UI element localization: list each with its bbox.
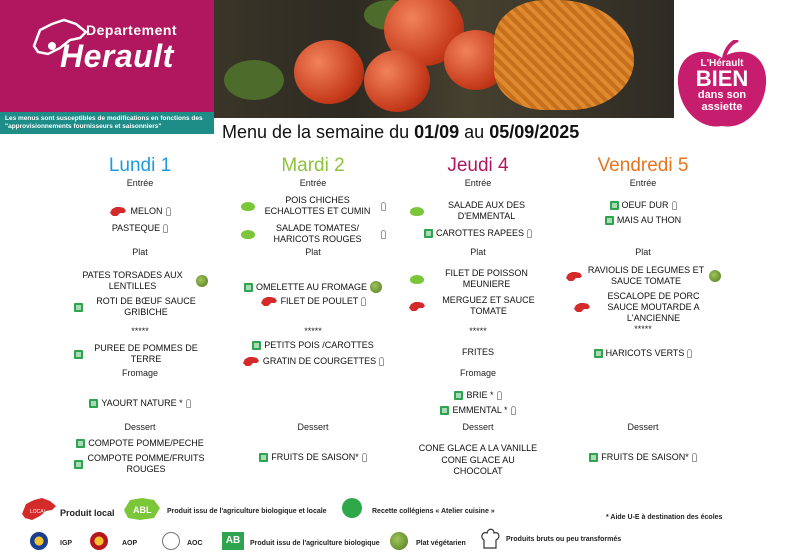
ab-logo-icon — [89, 399, 98, 408]
local-map-icon — [20, 496, 58, 524]
day-title: Lundi 1 — [108, 155, 172, 176]
dish-item — [558, 348, 728, 359]
section-label-entree: Entrée — [464, 178, 492, 188]
dish-item — [558, 452, 728, 463]
chef-hat-icon — [511, 406, 516, 415]
legend-igp: IGP — [60, 540, 73, 547]
modification-notice: Les menus sont susceptibles de modifications en fonctions des "approvisionnements fournisseurs et saisonniers" — [0, 112, 214, 134]
chef-hat-icon — [480, 528, 500, 550]
chef-hat-icon — [692, 453, 697, 462]
local-map-icon — [242, 356, 260, 367]
local-map-icon — [408, 301, 426, 312]
section-label-sep: ***** — [131, 326, 149, 336]
dish-name: POIS CHICHES ECHALOTTES ET CUMIN — [264, 195, 371, 216]
section-label-plat: Plat — [470, 247, 486, 257]
dish-name: YAOURT NATURE * — [101, 398, 183, 409]
dish-item — [393, 390, 563, 401]
chef-hat-icon — [379, 357, 384, 366]
dish-item — [558, 265, 728, 287]
section-label-dessert: Dessert — [462, 422, 494, 432]
vegetarian-icon — [390, 532, 408, 550]
dish-item — [55, 206, 225, 217]
apple-line4: assiette — [701, 101, 743, 113]
ab-logo-icon — [76, 439, 85, 448]
section-label-fromage: Fromage — [121, 368, 158, 378]
dish-item — [55, 223, 225, 234]
dish-name: SALADE TOMATES/ HARICOTS ROUGES — [273, 223, 362, 244]
dish-name: FILET DE POULET — [280, 296, 359, 307]
vegetarian-icon — [709, 270, 721, 282]
section-label-sep: ***** — [304, 326, 322, 336]
dish-name: MAIS AU THON — [616, 215, 682, 226]
section-label-sep: ***** — [469, 326, 487, 336]
section-label-plat: Plat — [635, 247, 651, 257]
ab-logo-icon: AB — [222, 532, 244, 550]
dish-name: ESCALOPE DE PORC SAUCE MOUTARDE A L'ANCIENNE — [607, 291, 700, 323]
dish-item — [393, 405, 563, 416]
ab-logo-icon — [74, 350, 83, 359]
dish-item — [228, 356, 398, 367]
legend-ab: Produit issu de l'agriculture biologique — [250, 540, 380, 547]
brand-name: Herault — [60, 38, 174, 74]
legend-atelier: Recette collégiens « Atelier cuisine » — [372, 508, 495, 515]
dish-name: RAVIOLIS DE LEGUMES ET SAUCE TOMATE — [587, 265, 705, 286]
chef-hat-icon — [381, 202, 386, 211]
dish-item — [228, 223, 398, 245]
ab-logo-icon — [454, 391, 463, 400]
day-title: Jeudi 4 — [447, 155, 509, 176]
day-title: Vendredi 5 — [597, 155, 689, 176]
chef-hat-icon — [166, 207, 171, 216]
section-label-entree: Entrée — [299, 178, 327, 188]
abl-icon — [410, 207, 424, 216]
ab-logo-icon — [610, 201, 619, 210]
ab-logo-icon — [244, 283, 253, 292]
chef-hat-icon — [497, 391, 502, 400]
section-label-plat: Plat — [132, 247, 148, 257]
abl-icon — [241, 230, 255, 239]
local-map-icon — [573, 302, 591, 313]
dish-name: PUREE DE POMMES DE TERRE — [94, 343, 198, 364]
dish-item — [228, 296, 398, 307]
day-column — [228, 0, 398, 480]
legend-veg: Plat végétarien — [416, 540, 466, 547]
dish-name: CONE GLACE AU CHOCOLAT — [441, 455, 515, 476]
week-from: 01/09 — [414, 122, 460, 142]
chef-hat-icon — [361, 297, 366, 306]
day-column — [55, 0, 225, 480]
dish-name: CONE GLACE A LA VANILLE — [418, 443, 538, 454]
dish-name: ROTI DE BŒUF SAUCE GRIBICHE — [96, 296, 196, 317]
chef-hat-icon — [527, 229, 532, 238]
chef-hat-icon — [163, 224, 168, 233]
dish-item — [393, 347, 563, 358]
section-label-fromage: Fromage — [459, 368, 496, 378]
dish-name: OEUF DUR — [621, 200, 669, 211]
dish-name: FRITES — [461, 347, 494, 358]
dish-item — [55, 343, 225, 365]
local-seal-text: LOCAL — [30, 509, 47, 515]
dish-name: PETITS POIS /CAROTTES — [264, 340, 374, 351]
dish-name: HARICOTS VERTS — [605, 348, 685, 359]
dish-item — [55, 453, 225, 475]
dish-name: PASTEQUE — [111, 223, 161, 234]
section-label-dessert: Dessert — [297, 422, 329, 432]
dish-name: CAROTTES RAPEES — [435, 228, 525, 239]
igp-seal-icon — [30, 532, 48, 550]
dish-name: GRATIN DE COURGETTES — [262, 356, 377, 367]
apple-line1: L'Hérault — [700, 58, 744, 69]
section-label-dessert: Dessert — [627, 422, 659, 432]
day-column — [393, 0, 563, 480]
apple-line2: BIEN — [695, 66, 749, 91]
apple-line3: dans son — [697, 89, 747, 101]
dish-item — [558, 200, 728, 211]
ab-logo-icon — [74, 303, 83, 312]
dish-name: BRIE * — [466, 390, 494, 401]
dish-name: FRUITS DE SAISON* — [271, 452, 359, 463]
dish-name: MERGUEZ ET SAUCE TOMATE — [442, 295, 535, 316]
aop-seal-icon — [90, 532, 108, 550]
day-column — [558, 0, 728, 480]
dish-item — [393, 295, 563, 317]
legend-aop: AOP — [122, 540, 138, 547]
ab-logo-icon — [259, 453, 268, 462]
dish-name: FILET DE POISSON MEUNIERE — [445, 268, 528, 289]
section-label-plat: Plat — [305, 247, 321, 257]
legend-local: Produit local — [60, 508, 115, 518]
legend — [0, 488, 788, 553]
atelier-cuisine-icon — [342, 498, 362, 518]
chef-hat-icon — [381, 230, 386, 239]
section-label-entree: Entrée — [629, 178, 657, 188]
dish-name: PATES TORSADES AUX LENTILLES — [82, 270, 183, 291]
dish-item — [393, 443, 563, 454]
dish-item — [558, 291, 728, 324]
dish-name: FRUITS DE SAISON* — [601, 452, 689, 463]
legend-raw: Produits bruts ou peu transformés — [506, 536, 622, 543]
dish-item — [558, 215, 728, 226]
legend-abl: Produit issu de l'agriculture biologique et locale — [167, 508, 327, 515]
section-label-dessert: Dessert — [124, 422, 156, 432]
dish-item — [55, 438, 225, 449]
dish-name: COMPOTE POMME/PECHE — [88, 438, 204, 449]
section-label-sep: ***** — [634, 324, 652, 334]
vegetarian-icon — [370, 281, 382, 293]
local-map-icon — [565, 271, 583, 282]
dish-item — [393, 268, 563, 290]
dish-item — [228, 195, 398, 217]
local-map-icon — [260, 296, 278, 307]
dish-name: EMMENTAL * — [452, 405, 508, 416]
week-to: 05/09/2025 — [489, 122, 580, 142]
ab-logo-icon — [424, 229, 433, 238]
dish-item — [55, 270, 225, 292]
abl-icon — [122, 496, 162, 522]
dish-item — [228, 340, 398, 351]
dish-item — [393, 455, 563, 477]
week-prefix: Menu de la semaine du — [222, 122, 415, 142]
local-map-icon — [109, 206, 127, 217]
ab-logo-icon — [594, 349, 603, 358]
aoc-seal-icon — [162, 532, 180, 550]
dish-item — [55, 398, 225, 409]
legend-aide: * Aide U-E à destination des écoles — [606, 514, 723, 521]
dish-item — [228, 452, 398, 463]
dish-name: SALADE AUX DES D'EMMENTAL — [447, 200, 526, 221]
abl-icon — [241, 202, 255, 211]
brand-department: Departement — [86, 22, 178, 38]
day-title: Mardi 2 — [281, 155, 345, 176]
chef-hat-icon — [672, 201, 677, 210]
chef-hat-icon — [362, 453, 367, 462]
dish-item — [393, 228, 563, 239]
week-mid: au — [459, 122, 490, 142]
dish-item — [55, 296, 225, 318]
ab-logo-icon — [589, 453, 598, 462]
dish-item — [393, 200, 563, 222]
abl-icon — [410, 275, 424, 284]
abl-seal-text: ABL — [133, 505, 152, 515]
vegetarian-icon — [196, 275, 208, 287]
dish-name: OMELETTE AU FROMAGE — [255, 281, 367, 292]
section-label-entree: Entrée — [126, 178, 154, 188]
ab-logo-icon — [440, 406, 449, 415]
dish-name: MELON — [130, 206, 163, 217]
ab-logo-icon — [252, 341, 261, 350]
dish-name: COMPOTE POMME/FRUITS ROUGES — [87, 453, 205, 474]
ab-logo-icon — [74, 460, 83, 469]
legend-aoc: AOC — [187, 540, 203, 547]
chef-hat-icon — [186, 399, 191, 408]
dish-item — [228, 281, 398, 293]
chef-hat-icon — [687, 349, 692, 358]
ab-logo-icon — [605, 216, 614, 225]
